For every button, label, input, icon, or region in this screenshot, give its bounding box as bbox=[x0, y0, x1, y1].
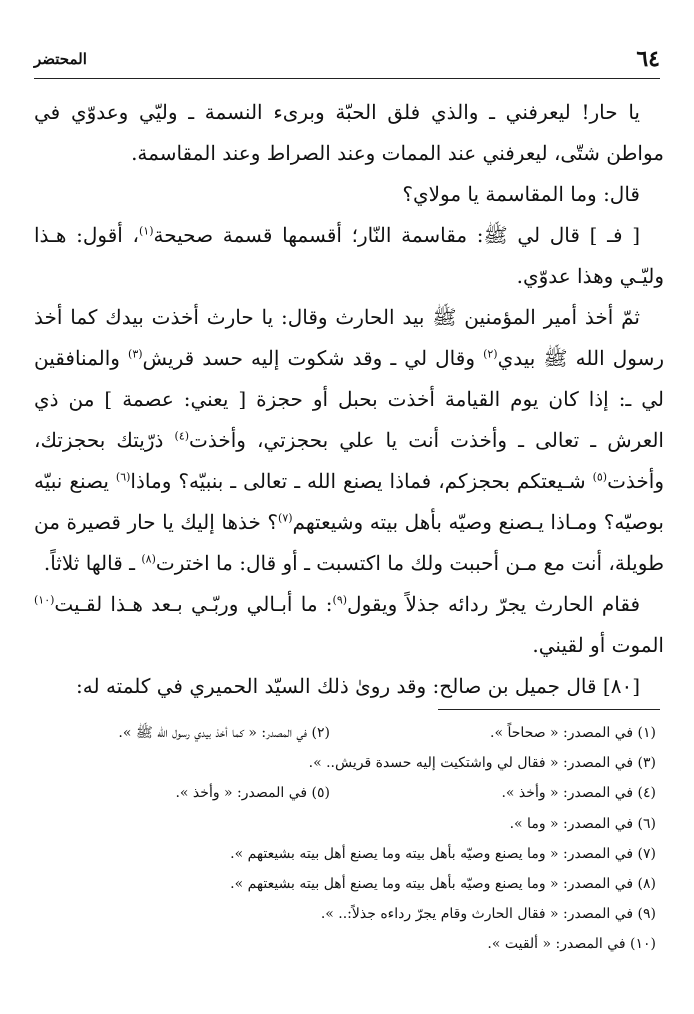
footnote-2: (٢) في المصدر: « كما أخذ بيدي رسول الله ﷺ ». bbox=[118, 725, 330, 741]
text-line: شتّى، ليعرفني عند الممات وعند الصراط وعند المقاسمة. bbox=[131, 141, 600, 165]
paragraph-4 bbox=[34, 297, 664, 584]
page-number: ٦٤ bbox=[636, 46, 660, 72]
footnote-10: (١٠) في المصدر: « ألقيت ». bbox=[487, 936, 656, 953]
main-text bbox=[34, 92, 664, 707]
footnote-row bbox=[34, 718, 656, 748]
text-run: : ما أبـالي وربّـي بـعد هـذا لقـيت bbox=[54, 592, 333, 616]
footnote-3: (٣) في المصدر: « فقال لي واشتكيت إليه حسدة قريش.. ». bbox=[308, 755, 656, 772]
footnote-5: (٥) في المصدر: « وأخذ ». bbox=[175, 785, 330, 802]
footnote-9: (٩) في المصدر: « فقال الحارث وقام يجرّ رداءه جذلاً:.. ». bbox=[320, 906, 656, 923]
text-run: رسول الله ﷺ بيدي bbox=[497, 346, 664, 370]
footnote-row bbox=[34, 839, 656, 869]
text-run: شـيعتكم bbox=[516, 469, 593, 493]
footnote-rule bbox=[438, 709, 660, 710]
footnote-7: (٧) في المصدر: « وما يصنع وصيّه بأهل بيته وما يصنع أهل بيته بشيعتهم ». bbox=[230, 845, 656, 862]
footnote-8: (٨) في المصدر: « وما يصنع وصيّه بأهل بيته وما يصنع أهل بيته بشيعتهم ». bbox=[230, 876, 656, 893]
footnote-row bbox=[34, 778, 656, 808]
footnote-ref-2: (٢) bbox=[483, 347, 498, 361]
text-run: ثمّ أخذ أمير المؤمنين ﷺ بيد الحارث وقال: يا حارث أخذت بيدك كما أخذ bbox=[34, 305, 640, 329]
footnote-row bbox=[34, 929, 656, 959]
text-run: ـ قالها ثلاثاً. bbox=[43, 551, 142, 575]
paragraph-5 bbox=[34, 584, 664, 666]
text-run: ؟ خذها إليك يا حار قصيرة من طويلة، أنت مع مـن bbox=[34, 510, 664, 575]
footnote-ref-10: (١٠) bbox=[34, 593, 55, 607]
footnote-6: (٦) في المصدر: « وما ». bbox=[509, 815, 656, 832]
text-run: [ فـ ] قال لي ﷺ: مقاسمة النّار؛ أقسمها قسمة صحيحة bbox=[153, 223, 640, 247]
footnote-row bbox=[34, 899, 656, 929]
paragraph-1 bbox=[34, 92, 664, 174]
text-run: يصنع نبيّه بوصيّه؟ ومـاذا يـصنع bbox=[34, 469, 664, 534]
footnote-ref-5: (٥) bbox=[592, 470, 608, 484]
text-line: الموت أو لقيني. bbox=[532, 633, 664, 657]
text-run: وصيّه بأهل بيته وشيعتهم bbox=[292, 510, 492, 534]
footnote-4: (٤) في المصدر: « وأخذ ». bbox=[501, 785, 656, 802]
text-run: ذرّيتك بحجزتك، وأخذت bbox=[34, 428, 664, 493]
text-line: يا حار! ليعرفني ـ والذي فلق الحبّة وبرىء النسمة ـ وليّي وعدوّي في مواطن bbox=[34, 100, 664, 165]
footnote-row bbox=[34, 809, 656, 839]
header-rule bbox=[34, 78, 660, 79]
running-title: المحتضر bbox=[34, 50, 87, 68]
text-run: إذا كان يوم القيامة أخذت بحبل أو حجزة [ يعني: عصمة ] من ذي العرش ـ تعالى ـ bbox=[34, 387, 664, 452]
text-line: وهذا عدوّي. bbox=[516, 264, 614, 288]
text-run: وأخذت أنت يا علي بحجزتي، وأخذت bbox=[189, 428, 508, 452]
footnote-ref-1: (١) bbox=[139, 224, 154, 238]
footnote-ref-7: (٧) bbox=[278, 511, 293, 525]
text-run: أحببت ولك ما اكتسبت ـ أو قال: ما اخترت bbox=[155, 551, 500, 575]
footnote-ref-9: (٩) bbox=[332, 593, 348, 607]
footnote-ref-4: (٤) bbox=[174, 429, 190, 443]
footnote-1: (١) في المصدر: « صحاحاً ». bbox=[490, 725, 656, 741]
paragraph-2: قال: وما المقاسمة يا مولاي؟ bbox=[402, 182, 640, 206]
text-run: والمنافقين لي ـ: bbox=[34, 346, 665, 411]
text-run: وقال لي ـ وقد شكوت إليه حسد قريش bbox=[142, 346, 484, 370]
page-header bbox=[34, 44, 660, 74]
text-run: فقام الحارث يجرّ ردائه جذلاً ويقول bbox=[347, 592, 641, 616]
paragraph-6: [٨٠] قال جميل بن صالح: وقد روىٰ ذلك السيّد الحميري في كلمته له: bbox=[76, 674, 640, 698]
paragraph-3 bbox=[34, 215, 664, 297]
footnote-row bbox=[34, 869, 656, 899]
footnote-ref-3: (٣) bbox=[128, 347, 143, 361]
footnote-ref-8: (٨) bbox=[141, 552, 156, 566]
footnotes bbox=[34, 718, 656, 960]
footnote-ref-6: (٦) bbox=[115, 470, 131, 484]
text-run: بحجزكم، فماذا يصنع الله ـ تعالى ـ بنبيّه؟ وماذا bbox=[130, 469, 510, 493]
footnote-row bbox=[34, 748, 656, 778]
text-run: ، أقول: هـذا وليّـي bbox=[34, 223, 664, 288]
